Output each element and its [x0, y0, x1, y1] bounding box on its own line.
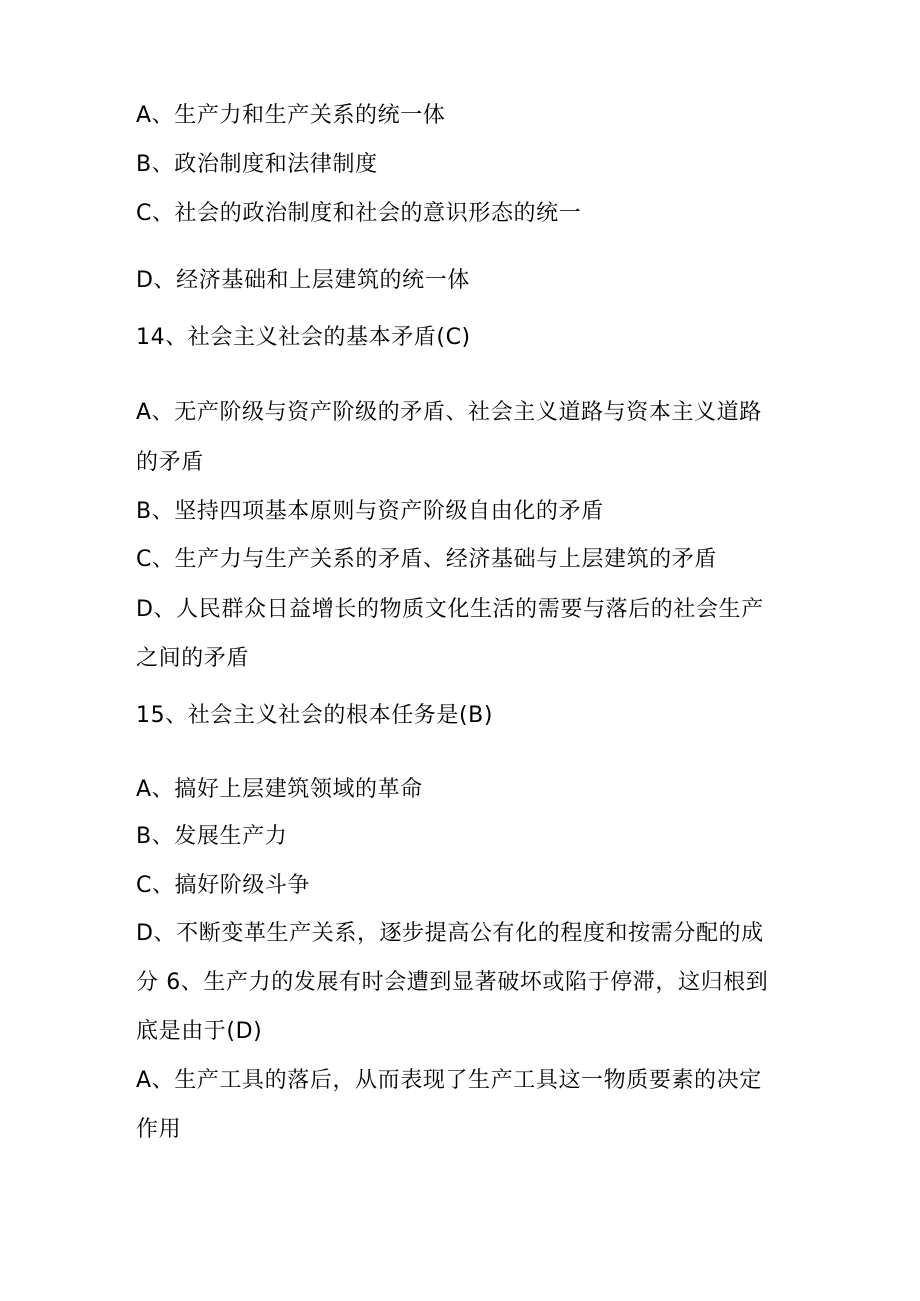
option-d-q15: D、不断变革生产关系，逐步提高公有化的程度和按需分配的成	[136, 921, 764, 946]
option-a-q15: A、搞好上层建筑领域的革命	[136, 777, 423, 802]
option-c-q15: C、搞好阶级斗争	[136, 873, 311, 898]
option-d-q14: D、人民群众日益增长的物质文化生活的需要与落后的社会生产	[136, 597, 764, 622]
option-d-q13: D、经济基础和上层建筑的统一体	[136, 268, 470, 293]
option-b-q13: B、政治制度和法律制度	[136, 152, 378, 177]
option-a-q16-cont: 作用	[136, 1117, 182, 1142]
option-a-q14-cont: 的矛盾	[136, 450, 204, 475]
question-15: 15、社会主义社会的根本任务是(B)	[136, 703, 494, 728]
question-14: 14、社会主义社会的基本矛盾(C)	[136, 325, 471, 350]
option-d-q14-cont: 之间的矛盾	[136, 646, 250, 671]
option-a-q16: A、生产工具的落后，从而表现了生产工具这一物质要素的决定	[136, 1068, 762, 1093]
option-b-q14: B、坚持四项基本原则与资产阶级自由化的矛盾	[136, 499, 604, 524]
question-16: 分 6、生产力的发展有时会遭到显著破坏或陷于停滞，这归根到	[136, 970, 769, 995]
option-a-q14: A、无产阶级与资产阶级的矛盾、社会主义道路与资本主义道路	[136, 400, 762, 425]
option-a-q13: A、生产力和生产关系的统一体	[136, 103, 446, 128]
option-b-q15: B、发展生产力	[136, 824, 288, 849]
question-16-cont: 底是由于(D)	[136, 1019, 263, 1044]
option-c-q14: C、生产力与生产关系的矛盾、经济基础与上层建筑的矛盾	[136, 547, 717, 572]
option-c-q13: C、社会的政治制度和社会的意识形态的统一	[136, 201, 582, 226]
